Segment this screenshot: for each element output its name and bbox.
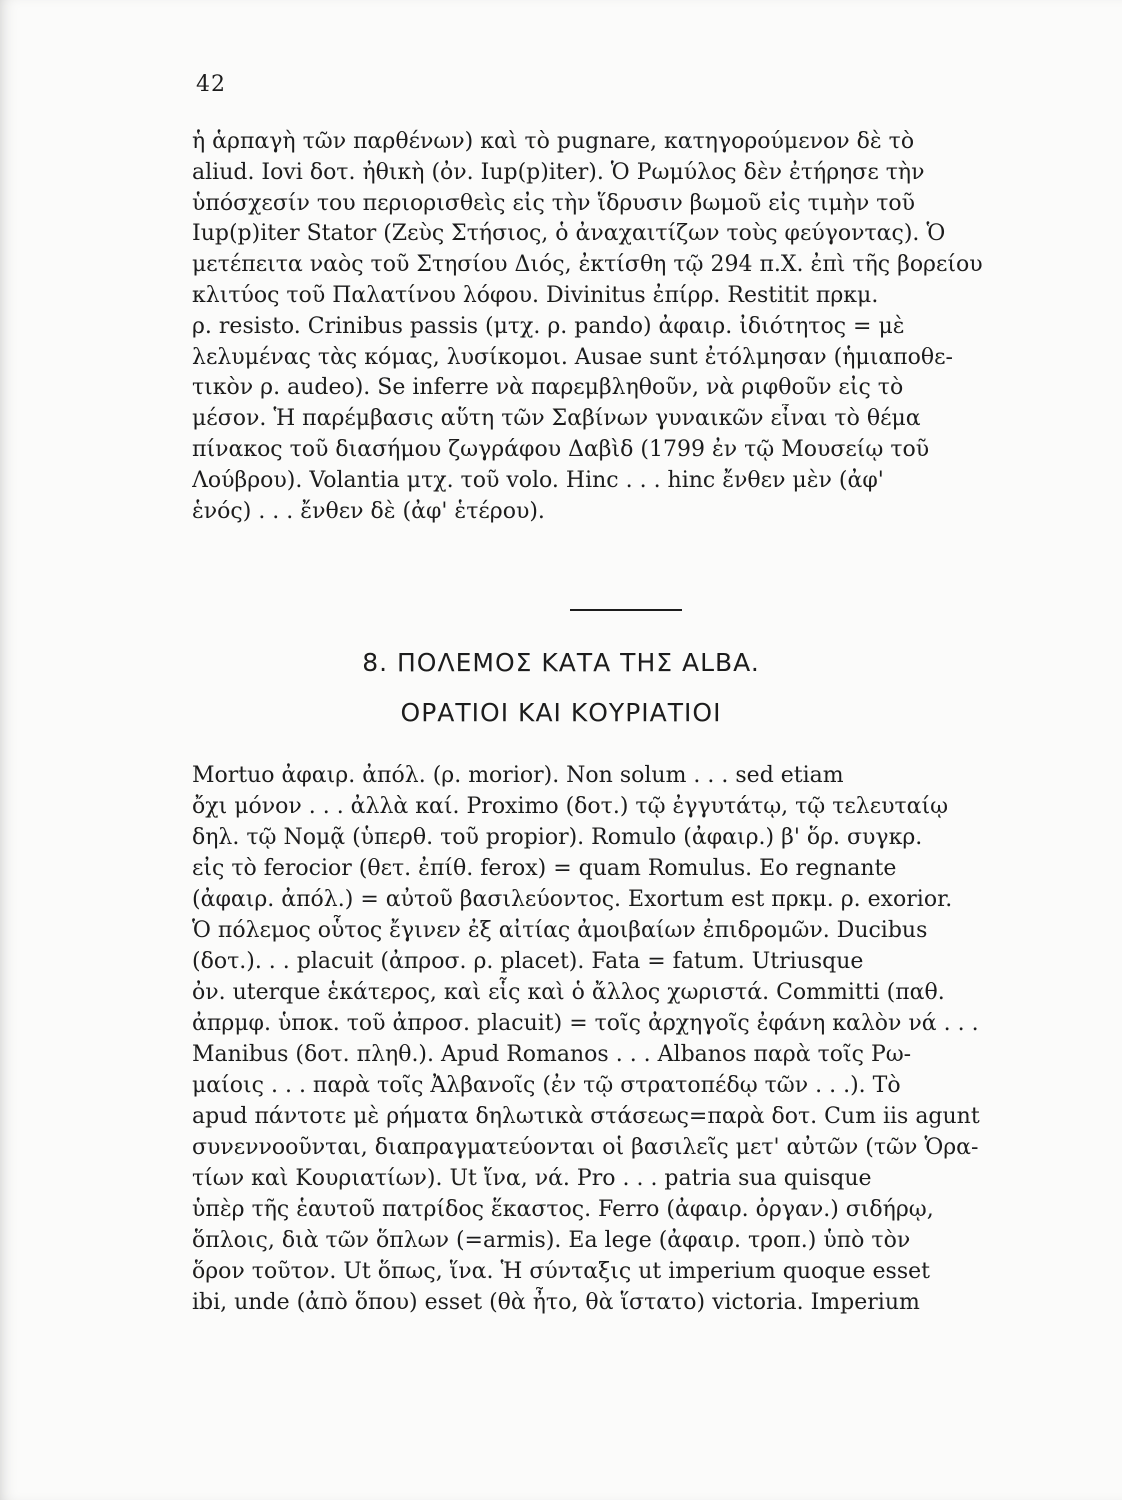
text-line: κλιτύος τοῦ Παλατίνου λόφου. Divinitus ἐπίρρ. Restitit πρκμ. [192,282,879,308]
text-line: ὀν. uterque ἑκάτερος, καὶ εἷς καὶ ὁ ἄλλος χωριστά. Committi (παθ. [192,980,945,1005]
text-line: ρ. resisto. Crinibus passis (μτχ. ρ. pando) ἀφαιρ. ἰδιότητος = μὲ [192,313,905,339]
text-line: apud πάντοτε μὲ ρήματα δηλωτικὰ στάσεως=παρὰ δοτ. Cum iis agunt [192,1104,980,1129]
text-line: ὅρον τοῦτον. Ut ὅπως, ἵνα. Ἡ σύνταξις ut imperium quoque esset [192,1259,930,1284]
page-number: 42 [196,72,226,97]
text-line: aliud. Iovi δοτ. ἠθικὴ (ὀν. Iup(p)iter). Ὁ Ρωμύλος δὲν ἐτήρησε τὴν [192,159,925,185]
text-line: συνεννοοῦνται, διαπραγματεύονται οἱ βασιλεῖς μετ' αὐτῶν (τῶν Ὁρα- [192,1135,979,1160]
text-line: Iup(p)iter Stator (Ζεὺς Στήσιος, ὁ ἀναχαιτίζων τοὺς φεύγοντας). Ὁ [192,221,946,247]
text-line: μέσον. Ἡ παρέμβασις αὕτη τῶν Σαβίνων γυναικῶν εἶναι τὸ θέμα [192,406,921,432]
commentary-paragraph-1 [192,127,1072,527]
text-line: τικὸν ρ. audeo). Se inferre νὰ παρεμβληθοῦν, νὰ ριφθοῦν εἰς τὸ [192,375,904,401]
text-line: μετέπειτα ναὸς τοῦ Στησίου Διός, ἐκτίσθη τῷ 294 π.Χ. ἐπὶ τῆς βορείου [192,252,983,278]
text-line: (ἀφαιρ. ἀπόλ.) = αὐτοῦ βασιλεύοντος. Exortum est πρκμ. ρ. exorior. [192,887,953,912]
text-line: ibi, unde (ἀπὸ ὅπου) esset (θὰ ἦτο, θὰ ἵστατο) victoria. Imperium [192,1290,920,1315]
section-divider [570,609,682,611]
text-line: ἡ ἁρπαγὴ τῶν παρθένων) καὶ τὸ pugnare, κατηγορούμενον δὲ τὸ [192,129,915,154]
text-line: (δοτ.). . . placuit (ἀπροσ. ρ. placet). Fata = fatum. Utriusque [192,949,864,974]
text-line: ἑνός) . . . ἔνθεν δὲ (ἀφ' ἑτέρου). [192,498,545,524]
text-line: ὑπόσχεσίν του περιορισθεὶς εἰς τὴν ἵδρυσιν βωμοῦ εἰς τιμὴν τοῦ [192,190,916,216]
section-subheading: ΟΡΑΤΙΟΙ ΚΑΙ ΚΟΥΡΙΑΤΙΟΙ [400,698,722,727]
text-line: λελυμένας τὰς κόμας, λυσίκομοι. Ausae sunt ἐτόλμησαν (ἡμιαποθε- [192,344,953,370]
commentary-paragraph-2 [192,760,1072,1318]
text-line: τίων καὶ Κουριατίων). Ut ἵνα, νά. Pro . . . patria sua quisque [192,1166,872,1191]
text-line: δηλ. τῷ Νομᾷ (ὑπερθ. τοῦ propior). Romulo (ἀφαιρ.) β' ὅρ. συγκρ. [192,825,923,850]
text-line: Ὁ πόλεμος οὗτος ἔγινεν ἐξ αἰτίας ἀμοιβαίων ἐπιδρομῶν. Ducibus [192,918,928,943]
section-heading: 8. ΠΟΛΕΜΟΣ ΚΑΤΑ ΤΗΣ ALBA. [362,648,760,677]
text-line: ὄχι μόνον . . . ἀλλὰ καί. Proximo (δοτ.) τῷ ἐγγυτάτῳ, τῷ τελευταίῳ [192,794,949,819]
text-line: Mortuo ἀφαιρ. ἀπόλ. (ρ. morior). Non solum . . . sed etiam [192,763,844,788]
text-line: ὑπὲρ τῆς ἑαυτοῦ πατρίδος ἕκαστος. Ferro (ἀφαιρ. ὀργαν.) σιδήρῳ, [192,1197,934,1222]
text-line: Manibus (δοτ. πληθ.). Apud Romanos . . . Albanos παρὰ τοῖς Ρω- [192,1042,912,1067]
text-line: ἀπρμφ. ὑποκ. τοῦ ἀπροσ. placuit) = τοῖς ἀρχηγοῖς ἐφάνη καλὸν νά . . . [192,1011,979,1036]
text-line: πίνακος τοῦ διασήμου ζωγράφου Δαβὶδ (1799 ἐν τῷ Μουσείῳ τοῦ [192,436,930,462]
text-line: εἰς τὸ ferocior (θετ. ἐπίθ. ferox) = quam Romulus. Eo regnante [192,856,897,881]
text-line: μαίοις . . . παρὰ τοῖς Ἀλβανοῖς (ἐν τῷ στρατοπέδῳ τῶν . . .). Τὸ [192,1073,901,1098]
text-line: Λούβρου). Volantia μτχ. τοῦ volo. Hinc . . . hinc ἔνθεν μὲν (ἀφ' [192,467,884,493]
text-line: ὅπλοις, διὰ τῶν ὅπλων (=armis). Ea lege (ἀφαιρ. τροπ.) ὑπὸ τὸν [192,1228,911,1253]
